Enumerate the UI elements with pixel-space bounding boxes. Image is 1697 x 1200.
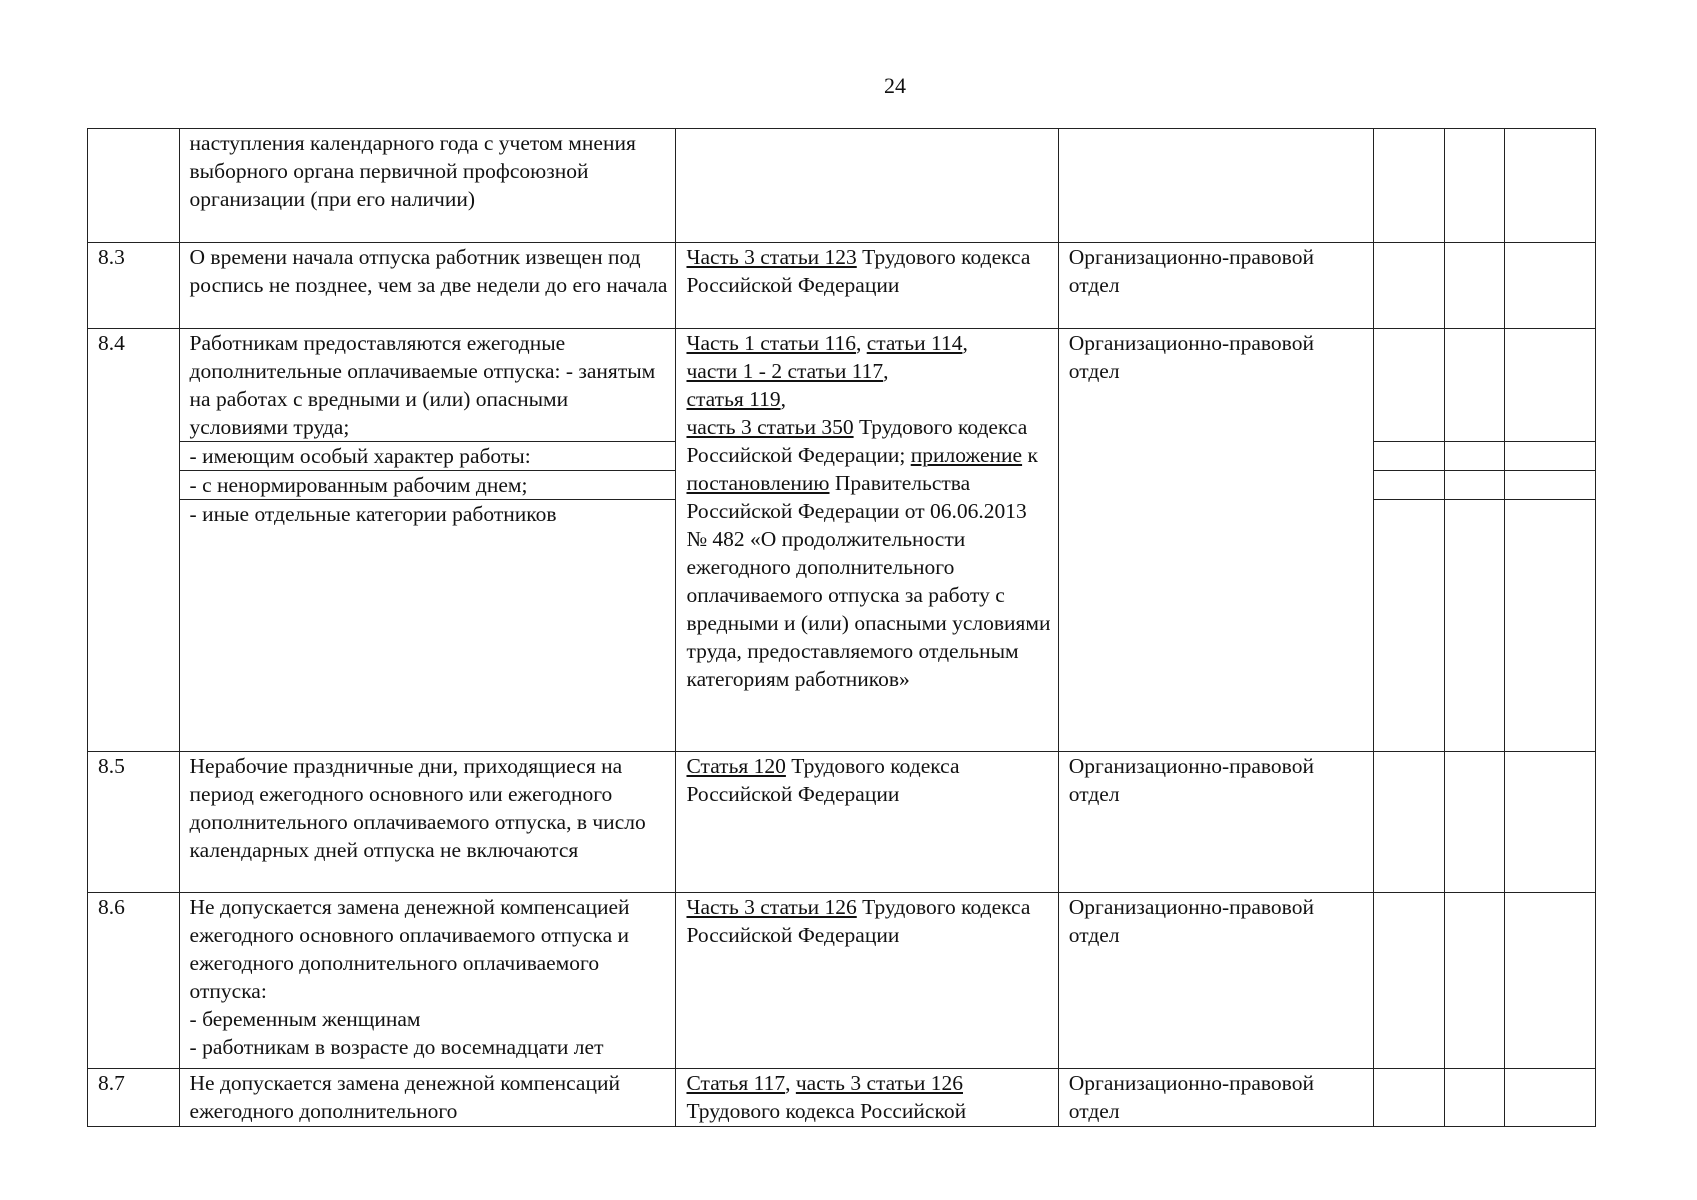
answer-yes-cell[interactable]	[1373, 752, 1444, 893]
department-cell: Организационно-правовой отдел	[1058, 243, 1373, 329]
item-number-cell	[88, 129, 180, 243]
checklist-table	[87, 128, 1596, 1127]
law-link[interactable]: часть 3 статьи 350	[686, 415, 854, 439]
answer-yes-cell[interactable]	[1373, 471, 1444, 500]
table-row	[88, 1069, 1596, 1127]
table-row	[88, 752, 1596, 893]
item-number-cell: 8.5	[88, 752, 180, 893]
legal-text: Трудового кодекса Российской Федерации	[686, 754, 960, 806]
department-cell: Организационно-правовой отдел	[1058, 893, 1373, 1069]
table-row	[88, 329, 1596, 442]
legal-basis-cell	[676, 752, 1058, 893]
question-cell: О времени начала отпуска работник извещен под роспись не позднее, чем за две недели до его начала	[179, 243, 676, 329]
law-link[interactable]: статьи 114	[866, 331, 963, 355]
legal-text: к	[1022, 443, 1038, 467]
answer-no-cell[interactable]	[1445, 243, 1505, 329]
answer-yes-cell[interactable]	[1373, 500, 1444, 752]
legal-text: Трудового кодекса Российской Федерации;	[686, 415, 1028, 467]
answer-na-cell[interactable]	[1505, 500, 1596, 752]
table-row	[88, 129, 1596, 243]
answer-no-cell[interactable]	[1445, 752, 1505, 893]
question-cell: Работникам предоставляются ежегодные дополнительные оплачиваемые отпуска: - занятым на работах с вредными и (или) опасными условиями труда;	[179, 329, 676, 442]
question-cell: наступления календарного года с учетом мнения выборного органа первичной профсоюзной организации (при его наличии)	[179, 129, 676, 243]
legal-basis-cell	[676, 893, 1058, 1069]
legal-basis-cell	[676, 129, 1058, 243]
answer-yes-cell[interactable]	[1373, 329, 1444, 442]
legal-basis-cell: Статья 117, часть 3 статьи 126 Трудового кодекса Российской	[676, 1069, 1058, 1127]
answer-na-cell[interactable]	[1505, 329, 1596, 442]
answer-no-cell[interactable]	[1445, 1069, 1505, 1127]
law-link[interactable]: части 1 - 2 статьи 117	[686, 359, 884, 383]
answer-yes-cell[interactable]	[1373, 893, 1444, 1069]
question-cell: - с ненормированным рабочим днем;	[179, 471, 676, 500]
answer-na-cell[interactable]	[1505, 893, 1596, 1069]
law-link[interactable]: часть 3 статьи 126	[795, 1071, 963, 1095]
item-number-cell: 8.3	[88, 243, 180, 329]
law-link[interactable]: приложение	[910, 443, 1023, 467]
question-cell: Не допускается замена денежной компенсацией ежегодного основного оплачиваемого отпуска и ежегодного дополнительного оплачиваемого отпуска: - беременным женщинам - работникам в возрасте до восемнадцати лет	[179, 893, 676, 1069]
legal-basis-cell: Часть 1 статьи 116, статьи 114, части 1 - 2 статьи 117, статья 119, часть 3 статьи 350 Трудового кодекса Российской Федерации; приложение к постановлению Правительства Российской Федерации от 06.06.2013 № 482 «О продолжительности ежегодного дополнительного оплачиваемого отпуска за работу с вредными и (или) опасными условиями труда, предоставляемого отдельным категориям работников»	[676, 329, 1058, 752]
department-cell	[1058, 129, 1373, 243]
answer-yes-cell[interactable]	[1373, 243, 1444, 329]
answer-yes-cell[interactable]	[1373, 442, 1444, 471]
law-link[interactable]: статья 119	[686, 387, 781, 411]
answer-yes-cell[interactable]	[1373, 1069, 1444, 1127]
legal-text: Трудового кодекса Российской Федерации	[686, 245, 1031, 297]
law-link[interactable]: Статья 120	[686, 754, 786, 778]
question-cell: Не допускается замена денежной компенсаций ежегодного дополнительного	[179, 1069, 676, 1127]
page-number: 24	[884, 73, 906, 98]
answer-na-cell[interactable]	[1505, 442, 1596, 471]
answer-na-cell[interactable]	[1505, 752, 1596, 893]
department-cell: Организационно-правовой отдел	[1058, 752, 1373, 893]
legal-basis-cell	[676, 243, 1058, 329]
answer-no-cell[interactable]	[1445, 471, 1505, 500]
legal-text: Трудового кодекса Российской	[686, 1099, 967, 1123]
item-number-cell: 8.6	[88, 893, 180, 1069]
answer-no-cell[interactable]	[1445, 500, 1505, 752]
department-cell: Организационно-правовой отдел	[1058, 329, 1373, 752]
answer-no-cell[interactable]	[1445, 442, 1505, 471]
answer-na-cell[interactable]	[1505, 1069, 1596, 1127]
answer-no-cell[interactable]	[1445, 329, 1505, 442]
question-cell: - иные отдельные категории работников	[179, 500, 676, 752]
table-row	[88, 243, 1596, 329]
answer-na-cell[interactable]	[1505, 243, 1596, 329]
answer-no-cell[interactable]	[1445, 129, 1505, 243]
department-cell: Организационно-правовой отдел	[1058, 1069, 1373, 1127]
item-number-cell: 8.4	[88, 329, 180, 752]
legal-text: Правительства Российской Федерации от 06.06.2013 № 482 «О продолжительности ежегодного дополнительного оплачиваемого отпуска за работу с вредными и (или) опасными условиями труда, предоставляемого отдельным категориям работников»	[686, 471, 1051, 691]
law-link[interactable]: Статья 117	[686, 1071, 786, 1095]
law-link[interactable]: Часть 3 статьи 123	[686, 245, 857, 269]
law-link[interactable]: постановлению	[686, 471, 830, 495]
answer-na-cell[interactable]	[1505, 471, 1596, 500]
legal-text: Трудового кодекса Российской Федерации	[686, 895, 1031, 947]
law-link[interactable]: Часть 3 статьи 126	[686, 895, 857, 919]
item-number-cell: 8.7	[88, 1069, 180, 1127]
table-row	[88, 893, 1596, 1069]
answer-na-cell[interactable]	[1505, 129, 1596, 243]
question-cell: Нерабочие праздничные дни, приходящиеся на период ежегодного основного или ежегодного дополнительного оплачиваемого отпуска, в число календарных дней отпуска не включаются	[179, 752, 676, 893]
law-link[interactable]: Часть 1 статьи 116	[686, 331, 856, 355]
answer-yes-cell[interactable]	[1373, 129, 1444, 243]
answer-no-cell[interactable]	[1445, 893, 1505, 1069]
question-cell: - имеющим особый характер работы:	[179, 442, 676, 471]
